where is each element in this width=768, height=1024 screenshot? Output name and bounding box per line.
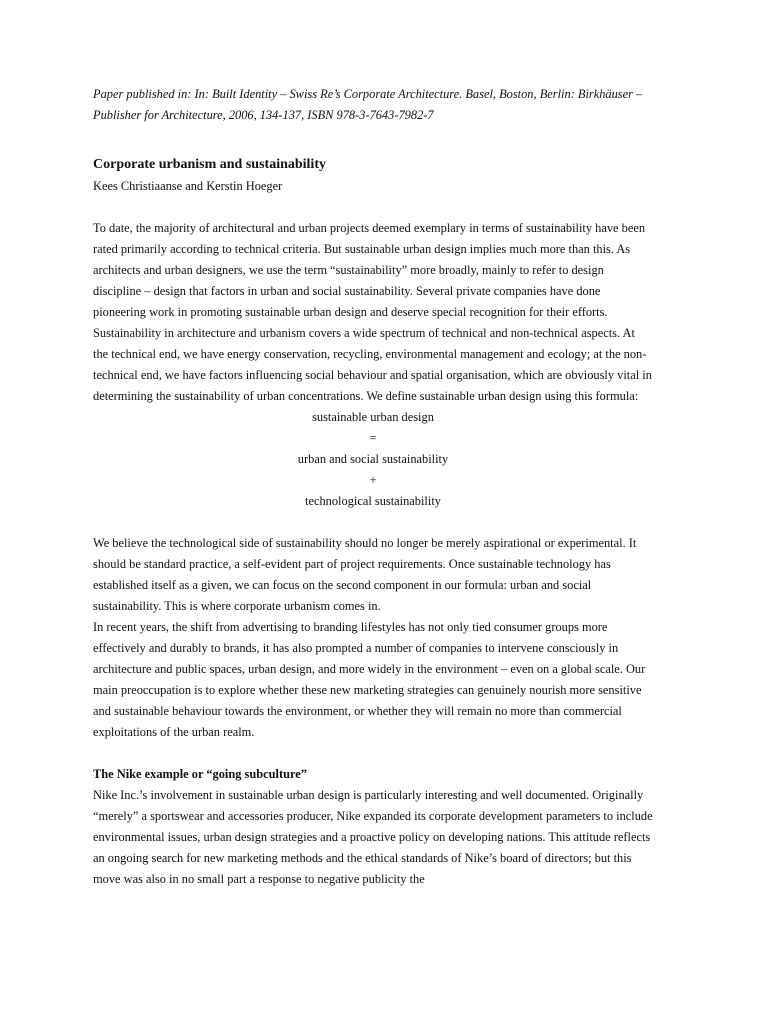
paragraph-intro: To date, the majority of architectural and urban projects deemed exemplary in terms of sustainability have been rated primarily according to technical criteria. But sustainable urban design implies much more than this. As architects and urban designers, we use the term “sustainability” more broadly, mainly to refer to design discipline – design that factors in urban and social sustainability. Several private companies have done pioneering work in promoting sustainable urban design and deserve special recognition for their efforts.: [93, 221, 646, 319]
formula-line-urban-social: urban and social sustainability: [297, 452, 449, 466]
paragraph-technological: We believe the technological side of sustainability should no longer be merely aspirational or experimental. It should be standard practice, a self-evident part of project requirements. Once sustainable technology has established itself as a given, we can focus on the second component in our formula: urban and social sustainability. This is where corporate urbanism comes in.: [93, 536, 637, 613]
formula-equals: =: [369, 431, 377, 445]
section-heading: The Nike example or “going subculture”: [93, 767, 307, 781]
citation: Paper published in: In: Built Identity – Swiss Re’s Corporate Architecture. Basel, Boston, Berlin: Birkhäuser – Publisher for Architecture, 2006, 134-137, ISBN 978-3-7643-7982-7: [93, 87, 643, 122]
authors: Kees Christiaanse and Kerstin Hoeger: [93, 179, 283, 193]
formula-line-technological: technological sustainability: [305, 494, 441, 508]
paragraph-spectrum: Sustainability in architecture and urbanism covers a wide spectrum of technical and non-technical aspects. At the technical end, we have energy conservation, recycling, environmental management and ecology; at the non-technical end, we have factors influencing social behaviour and spatial organisation, which are obviously vital in determining the sustainability of urban concentrations. We define sustainable urban design using this formula:: [93, 326, 652, 403]
paper-title: Corporate urbanism and sustainability: [93, 157, 326, 172]
spacer: [93, 197, 653, 218]
formula-line-sustainable-urban-design: sustainable urban design: [312, 410, 434, 424]
spacer: [93, 512, 653, 533]
document-page: [93, 84, 653, 890]
paragraph-nike: Nike Inc.’s involvement in sustainable urban design is particularly interesting and well documented. Originally “merely” a sportswear and accessories producer, Nike expanded its corporate development parameters to include environmental issues, urban design strategies and a proactive policy on developing nations. This attitude reflects an ongoing search for new marketing methods and the ethical standards of Nike’s board of directors; but this move was also in no small part a response to negative publicity the: [93, 788, 653, 886]
formula-plus: +: [369, 473, 377, 487]
paragraph-branding: In recent years, the shift from advertising to branding lifestyles has not only tied consumer groups more effectively and durably to brands, it has also prompted a number of companies to intervene consciously in architecture and public spaces, urban design, and more widely in the environment – even on a global scale. Our main preoccupation is to explore whether these new marketing strategies can genuinely nourish more sensitive and sustainable behaviour towards the environment, or whether they will remain no more than commercial exploitations of the urban realm.: [93, 620, 646, 739]
spacer: [93, 743, 653, 764]
formula: [93, 407, 653, 512]
